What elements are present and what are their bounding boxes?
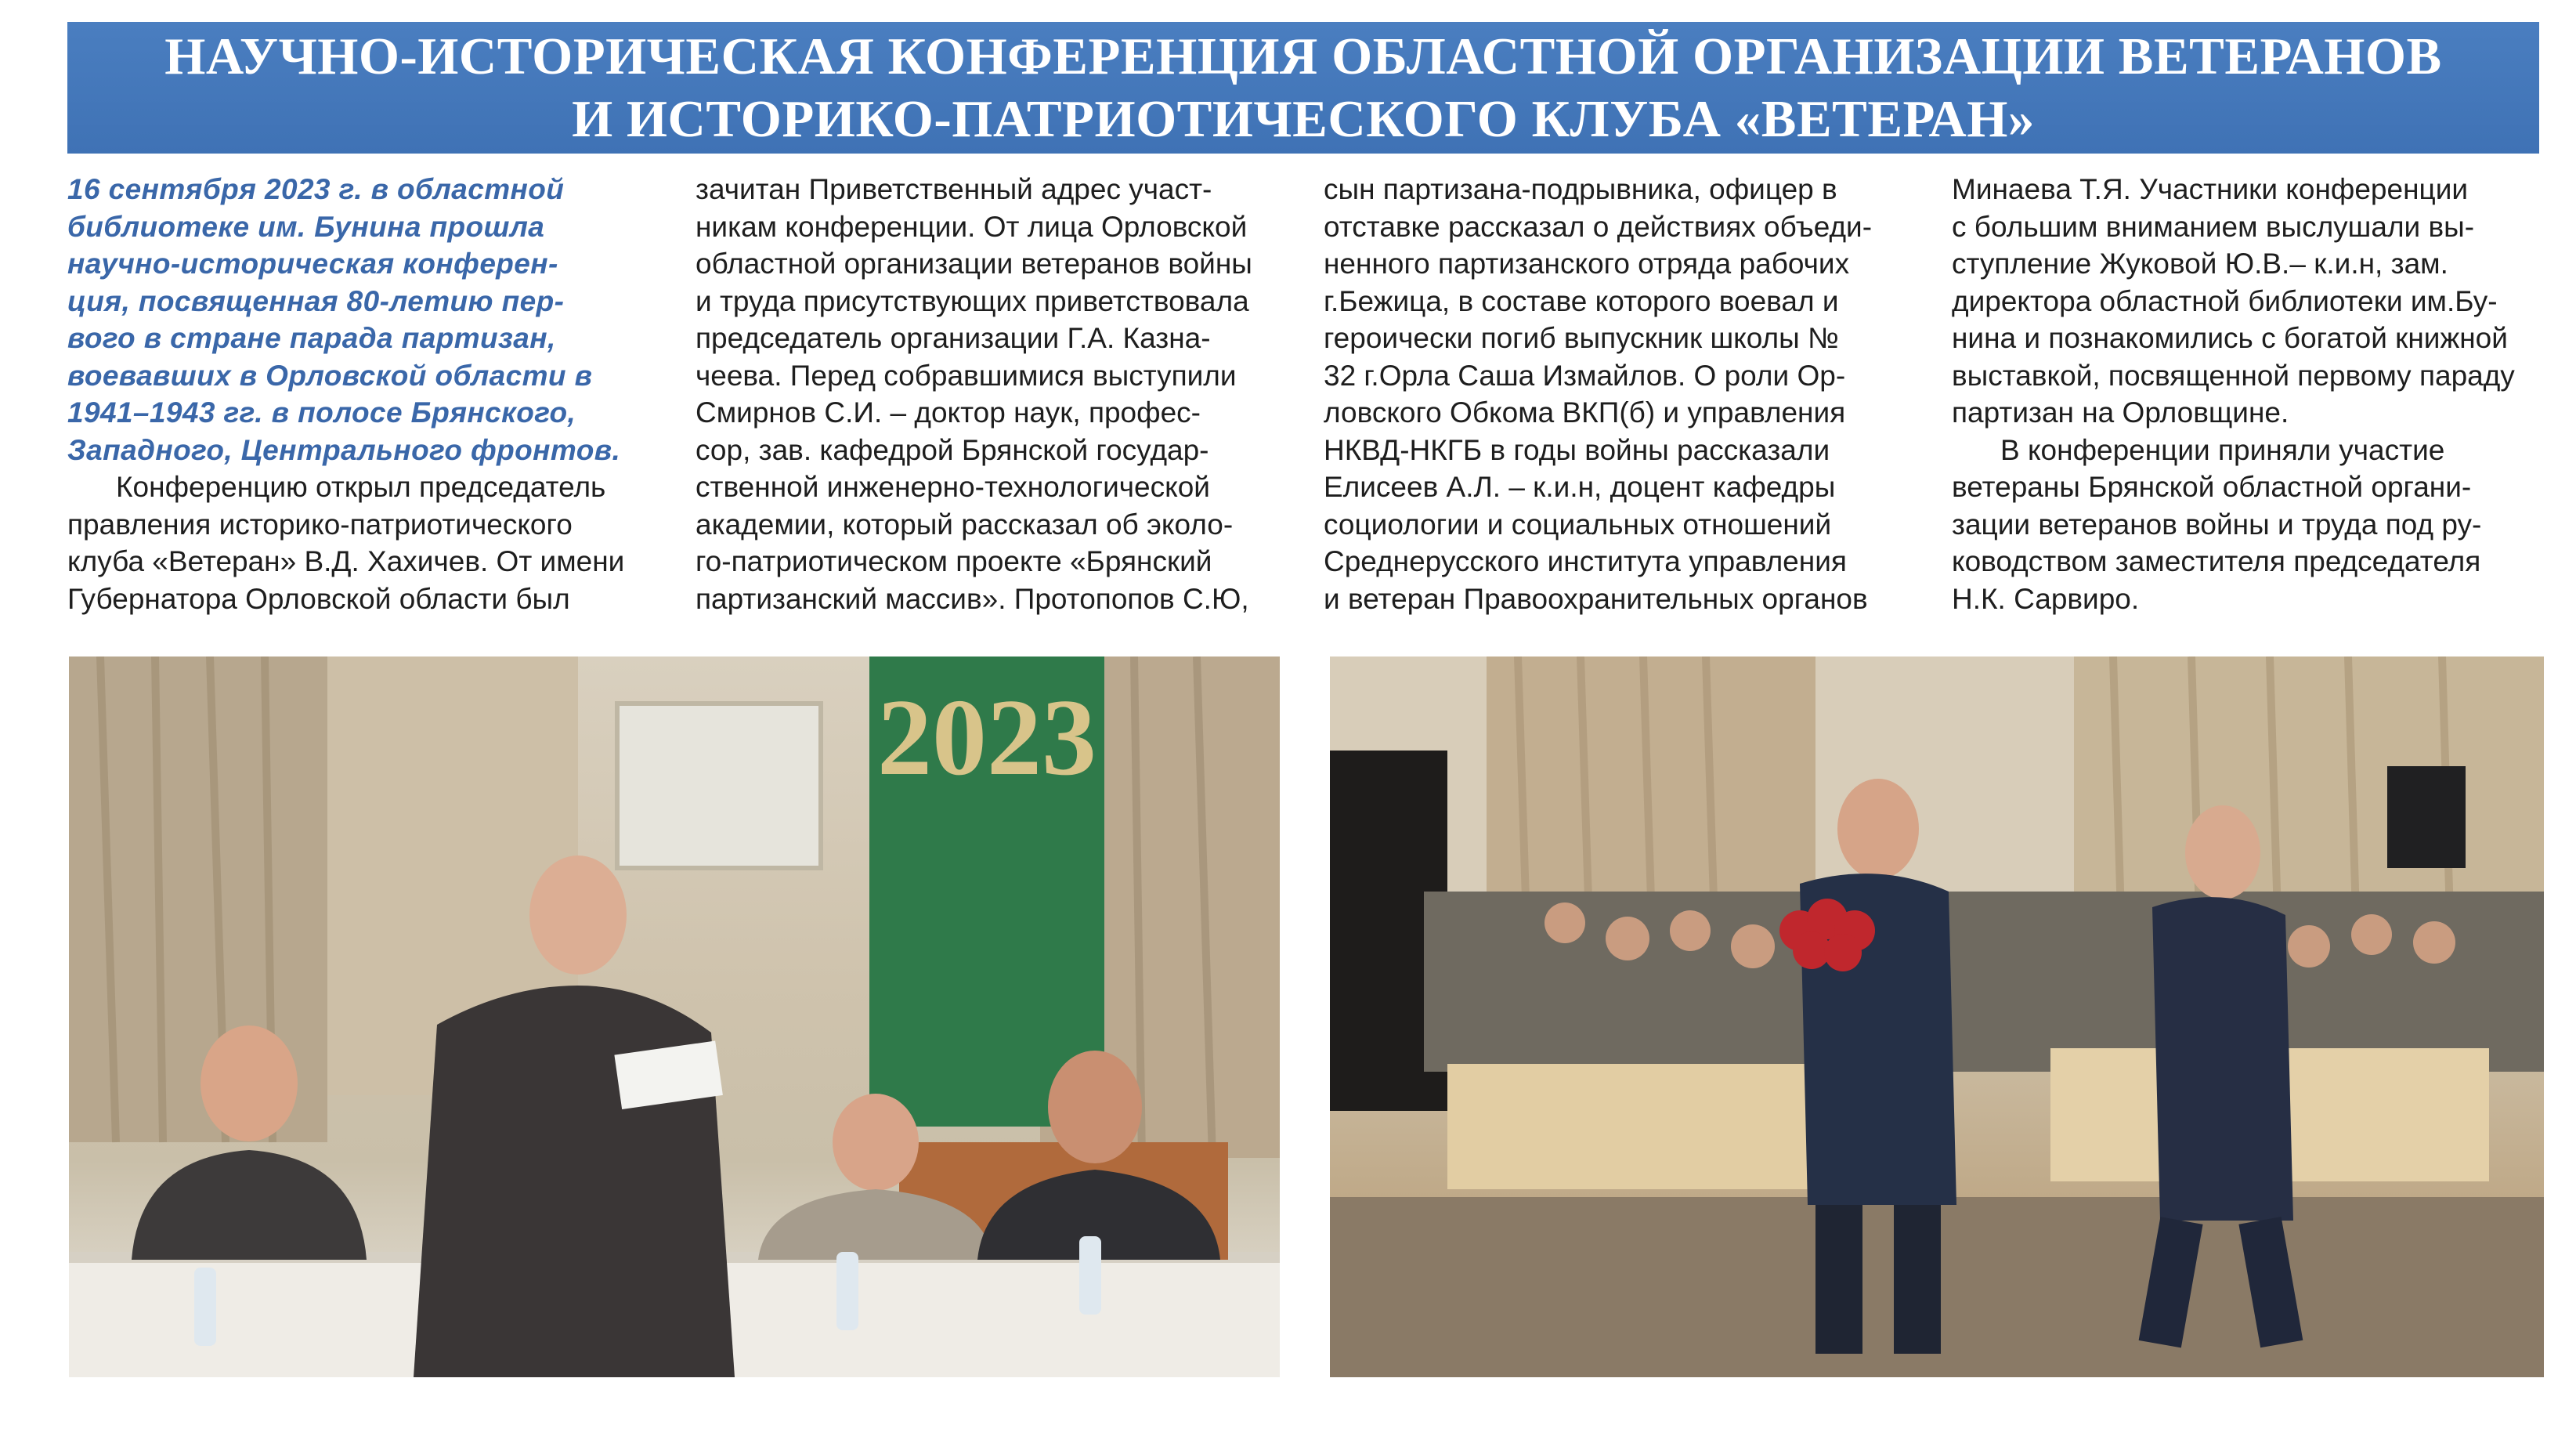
- body-line: ненного партизанского отряда рабочих: [1324, 248, 1850, 280]
- body-line: и ветеран Правоохранительных органов: [1324, 582, 1868, 615]
- lead-line: воевавших в Орловской области в: [67, 359, 593, 392]
- article-column-4: [1952, 171, 2535, 617]
- photo-presidium: [69, 657, 1280, 1377]
- body-line: сор, зав. кафедрой Брянской государ-: [695, 433, 1209, 466]
- body-line: председатель организации Г.А. Казна-: [695, 322, 1211, 354]
- body-line: г.Бежица, в составе которого воевал и: [1324, 284, 1839, 317]
- article-column-3: [1324, 171, 1907, 617]
- body-line: героически погиб выпускник школы №: [1324, 322, 1839, 354]
- headline-line-2: И ИСТОРИКО-ПАТРИОТИЧЕСКОГО КЛУБА «ВЕТЕРАН»: [572, 90, 2035, 148]
- body-line: Н.К. Сарвиро.: [1952, 582, 2140, 615]
- body-line: 32 г.Орла Саша Измайлов. О роли Ор-: [1324, 359, 1846, 392]
- headline-line-1: НАУЧНО-ИСТОРИЧЕСКАЯ КОНФЕРЕНЦИЯ ОБЛАСТНОЙ ОРГАНИЗАЦИИ ВЕТЕРАНОВ: [164, 27, 2442, 85]
- body-line: партизан на Орловщине.: [1952, 396, 2289, 429]
- body-line: партизанский массив». Протопопов С.Ю,: [695, 582, 1249, 615]
- body-line: чеева. Перед собравшимися выступили: [695, 359, 1237, 392]
- body-line: ловского Обкома ВКП(б) и управления: [1324, 396, 1846, 429]
- body-line: с большим вниманием выслушали вы-: [1952, 210, 2475, 243]
- body-line: ственной инженерно-технологической: [695, 471, 1210, 503]
- lead-line: библиотеке им. Бунина прошла: [67, 210, 545, 243]
- body-line: академии, который рассказал об эколо-: [695, 508, 1234, 541]
- body-line: никам конференции. От лица Орловской: [695, 210, 1248, 243]
- lead-line: научно-историческая конферен-: [67, 248, 558, 280]
- body-line: ступление Жуковой Ю.В.– к.и.н, зам.: [1952, 248, 2448, 280]
- lead-line: 1941–1943 гг. в полосе Брянского,: [67, 396, 576, 429]
- photo-hall: [1330, 657, 2544, 1377]
- photo-hall-illustration: [1330, 657, 2544, 1377]
- banner-year-text: 2023: [877, 677, 1097, 798]
- lead-line: ция, посвященная 80-летию пер-: [67, 284, 565, 317]
- body-line: Смирнов С.И. – доктор наук, профес-: [695, 396, 1201, 429]
- body-line: правления историко-патриотического: [67, 508, 573, 541]
- body-line: ководством заместителя председателя: [1952, 545, 2481, 577]
- body-line: Среднерусского института управления: [1324, 545, 1847, 577]
- lead-line: 16 сентября 2023 г. в областной: [67, 173, 565, 205]
- lead-line: вого в стране парада партизан,: [67, 322, 556, 354]
- photo-presidium-illustration: [69, 657, 1280, 1377]
- lead-line: Западного, Центрального фронтов.: [67, 433, 621, 466]
- body-line: социологии и социальных отношений: [1324, 508, 1832, 541]
- body-line: Елисеев А.Л. – к.и.н, доцент кафедры: [1324, 471, 1836, 503]
- body-line: областной организации ветеранов войны: [695, 248, 1252, 280]
- body-line: сын партизана-подрывника, офицер в: [1324, 173, 1837, 205]
- body-line: нина и познакомились с богатой книжной: [1952, 322, 2508, 354]
- article-column-1: [67, 171, 651, 617]
- body-line: клуба «Ветеран» В.Д. Хахичев. От имени: [67, 545, 625, 577]
- headline-banner: [67, 22, 2539, 154]
- body-line: Минаева Т.Я. Участники конференции: [1952, 173, 2469, 205]
- body-line: зации ветеранов войны и труда под ру-: [1952, 508, 2482, 541]
- body-line: го-патриотическом проекте «Брянский: [695, 545, 1212, 577]
- body-line: ветераны Брянской областной органи-: [1952, 471, 2472, 503]
- body-line: и труда присутствующих приветствовала: [695, 284, 1249, 317]
- body-line: директора областной библиотеки им.Бу-: [1952, 284, 2498, 317]
- body-line: отставке рассказал о действиях объеди-: [1324, 210, 1873, 243]
- body-line: В конференции приняли участие: [2000, 433, 2445, 466]
- body-line: Конференцию открыл председатель: [116, 471, 606, 503]
- body-line: НКВД-НКГБ в годы войны рассказали: [1324, 433, 1830, 466]
- article-column-2: [695, 171, 1279, 617]
- body-line: выставкой, посвященной первому параду: [1952, 359, 2515, 392]
- body-line: Губернатора Орловской области был: [67, 582, 570, 615]
- body-line: зачитан Приветственный адрес участ-: [695, 173, 1212, 205]
